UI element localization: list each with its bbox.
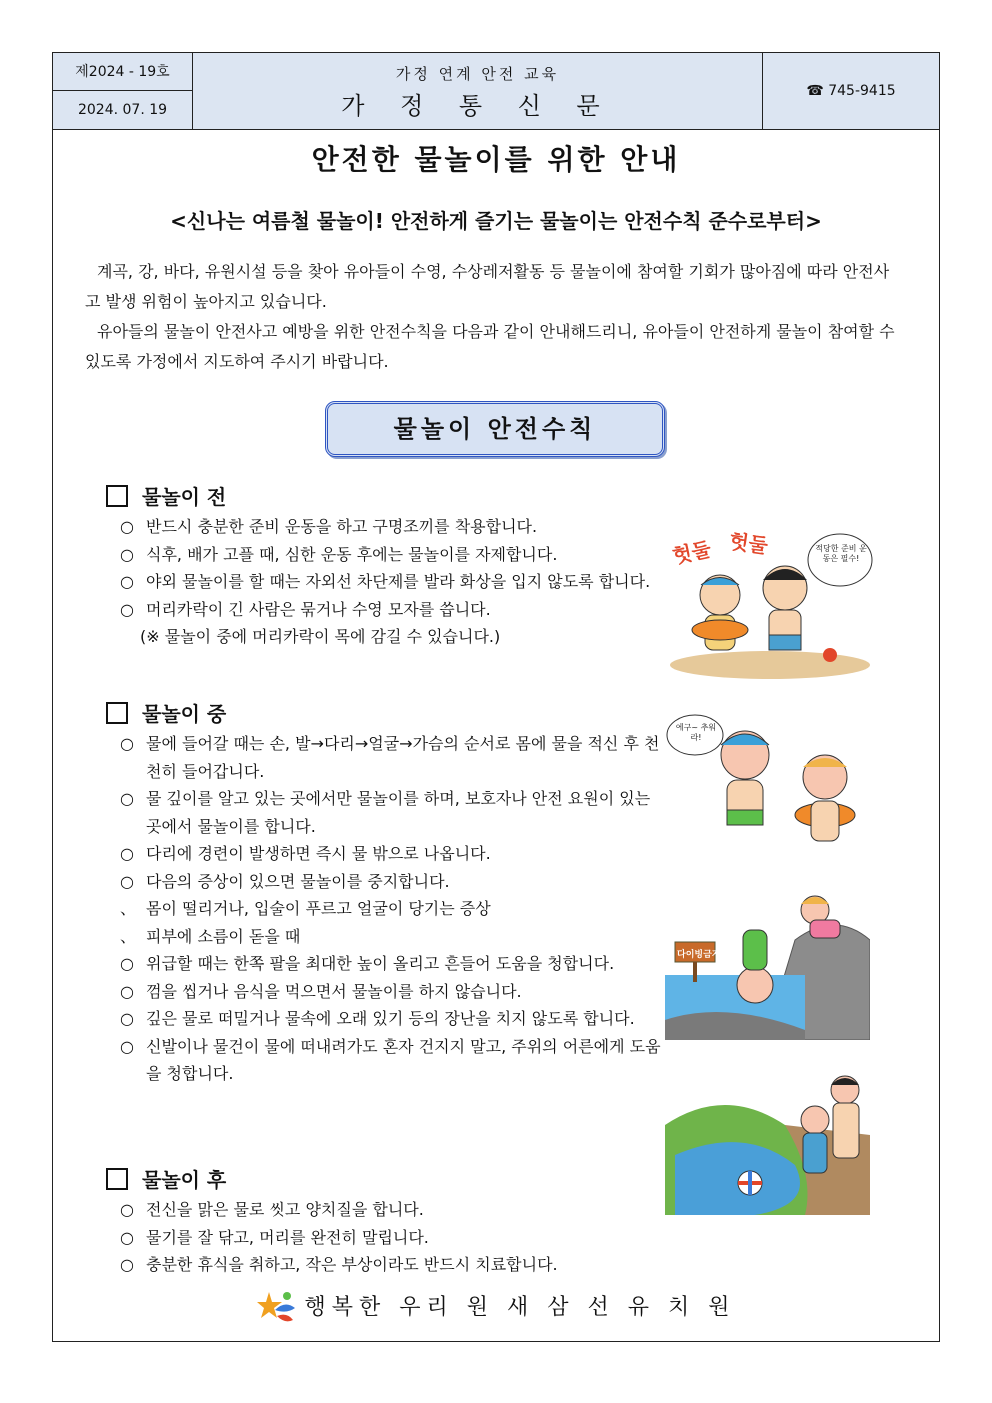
list-item bbox=[120, 950, 665, 978]
list-item-text: 머리카락이 긴 사람은 묶거나 수영 모자를 씁니다. bbox=[146, 599, 491, 619]
circle-bullet-icon: ○ bbox=[120, 844, 134, 863]
list-item bbox=[120, 730, 665, 785]
list-item-text: 야외 물놀이를 할 때는 자외선 차단제를 발라 화상을 입지 않도록 합니다. bbox=[146, 572, 651, 591]
newsletter-header bbox=[52, 52, 940, 130]
intro-paragraph: 계곡, 강, 바다, 유원시설 등을 찾아 유아들이 수영, 수상레저활동 등 물놀이에 참여할 기회가 많아짐에 따라 안전사고 발생 위험이 높아지고 있습니다. bbox=[85, 262, 890, 311]
list-item-text: 깊은 물로 떠밀거나 물속에 오래 있기 등의 장난을 치지 않도록 합니다. bbox=[146, 1009, 635, 1028]
illus-text: 헛둘 bbox=[670, 536, 714, 569]
section-heading-during bbox=[106, 698, 226, 727]
footer bbox=[52, 1290, 940, 1326]
circle-bullet-icon: ○ bbox=[120, 871, 134, 891]
header-title-cell bbox=[193, 53, 763, 129]
list-item bbox=[120, 1251, 700, 1279]
no-diving-sign-text: 다이빙금지 bbox=[677, 950, 721, 960]
issue-number: 제2024 - 19호 bbox=[53, 53, 193, 91]
circle-bullet-icon: ○ bbox=[120, 734, 134, 753]
list-item-text: 물 깊이를 알고 있는 곳에서만 물놀이를 하며, 보호자나 안전 요원이 있는 곳에서 물놀이를 합니다. bbox=[146, 789, 651, 836]
circle-bullet-icon: ○ bbox=[120, 544, 134, 564]
list-item bbox=[120, 568, 665, 596]
river-illustration bbox=[665, 1065, 870, 1215]
illus-bubble-text: 에구~ 추워라! bbox=[675, 723, 717, 742]
warmup-illustration bbox=[665, 520, 875, 680]
header-title: 가 정 통 신 문 bbox=[341, 92, 614, 120]
page-title: 안전한 물놀이를 위한 안내 bbox=[311, 143, 681, 176]
list-item bbox=[120, 978, 665, 1006]
symptom-item bbox=[120, 895, 665, 923]
circle-bullet-icon: ○ bbox=[120, 599, 134, 619]
circle-bullet-icon: ○ bbox=[120, 981, 134, 1001]
checkbox-square-icon bbox=[106, 702, 128, 724]
circle-bullet-icon: ○ bbox=[120, 1255, 134, 1274]
circle-bullet-icon: ○ bbox=[120, 1009, 134, 1028]
circle-bullet-icon: ○ bbox=[120, 572, 134, 591]
checkbox-square-icon bbox=[106, 485, 128, 507]
circle-bullet-icon: ○ bbox=[120, 954, 134, 973]
list-item bbox=[120, 840, 665, 868]
list-item-text: 껌을 씹거나 음식을 먹으면서 물놀이를 하지 않습니다. bbox=[146, 981, 522, 1001]
list-item-text: 위급할 때는 한쪽 팔을 최대한 높이 올리고 흔들어 도움을 청합니다. bbox=[146, 954, 615, 973]
illus-text: 헛둘 bbox=[727, 528, 770, 559]
list-item-text: 다리에 경련이 발생하면 즉시 물 밖으로 나옵니다. bbox=[146, 844, 491, 863]
list-item-text: 물기를 잘 닦고, 머리를 완전히 말립니다. bbox=[146, 1227, 429, 1247]
circle-bullet-icon: ○ bbox=[120, 1227, 134, 1247]
dot-bullet-icon: 、 bbox=[120, 899, 137, 918]
list-item bbox=[120, 1033, 665, 1088]
before-list bbox=[120, 513, 665, 651]
phone-number: ☎ 745-9415 bbox=[806, 83, 896, 99]
circle-bullet-icon: ○ bbox=[120, 517, 134, 536]
section-heading-before bbox=[106, 481, 226, 510]
section-heading-after bbox=[106, 1164, 226, 1193]
dot-bullet-icon: 、 bbox=[120, 926, 137, 946]
circle-bullet-icon: ○ bbox=[120, 1200, 134, 1219]
during-list bbox=[120, 730, 665, 1088]
list-item-text: 신발이나 물건이 물에 떠내려가도 혼자 건지지 말고, 주위의 어른에게 도움을 청합니다. bbox=[146, 1036, 661, 1083]
list-item bbox=[120, 513, 665, 541]
symptom-item bbox=[120, 923, 665, 951]
cold-water-illustration bbox=[665, 705, 870, 860]
circle-bullet-icon: ○ bbox=[120, 789, 134, 808]
list-item-text: 물에 들어갈 때는 손, 발→다리→얼굴→가슴의 순서로 몸에 물을 적신 후 천천히 들어갑니다. bbox=[146, 734, 660, 781]
list-item-text: 전신을 맑은 물로 씻고 양치질을 합니다. bbox=[146, 1200, 424, 1219]
intro-paragraph: 유아들의 물놀이 안전사고 예방을 위한 안전수칙을 다음과 같이 안내해드리니, 유아들이 안전하게 물놀이 참여할 수 있도록 가정에서 지도하여 주시기 바랍니다. bbox=[85, 322, 895, 371]
symptom-text: 몸이 떨리거나, 입술이 푸르고 얼굴이 당기는 증상 bbox=[146, 899, 491, 918]
diving-illustration bbox=[665, 880, 870, 1040]
kindergarten-logo-icon bbox=[257, 1290, 297, 1326]
checkbox-square-icon bbox=[106, 1168, 128, 1190]
list-item bbox=[120, 1196, 700, 1224]
page-subtitle: <신나는 여름철 물놀이! 안전하게 즐기는 물놀이는 안전수칙 준수로부터> bbox=[170, 209, 822, 233]
symptom-text: 피부에 소름이 돋을 때 bbox=[146, 926, 301, 946]
section-heading-label: 물놀이 전 bbox=[142, 485, 227, 509]
list-item-text: 다음의 증상이 있으면 물놀이를 중지합니다. bbox=[146, 871, 450, 891]
section-heading-label: 물놀이 후 bbox=[142, 1168, 227, 1192]
list-item bbox=[120, 1224, 700, 1252]
list-item-text: 충분한 휴식을 취하고, 작은 부상이라도 반드시 치료합니다. bbox=[146, 1255, 558, 1274]
list-note: (※ 물놀이 중에 머리카락이 목에 감길 수 있습니다.) bbox=[140, 627, 501, 646]
list-item bbox=[120, 785, 665, 840]
list-item bbox=[120, 868, 665, 896]
footer-text: 행복한 우리 원 새 삼 선 유 치 원 bbox=[304, 1295, 736, 1320]
section-heading-label: 물놀이 중 bbox=[142, 702, 227, 726]
intro-text bbox=[85, 257, 900, 377]
list-item bbox=[120, 541, 665, 569]
issue-date: 2024. 07. 19 bbox=[53, 91, 193, 129]
list-item-text: 식후, 배가 고플 때, 심한 운동 후에는 물놀이를 자제합니다. bbox=[146, 544, 558, 564]
rules-badge: 물놀이 안전수칙 bbox=[325, 401, 665, 457]
illus-bubble-text: 적당한 준비 운동은 필수! bbox=[815, 544, 867, 563]
list-item bbox=[120, 596, 665, 624]
list-item bbox=[120, 1005, 665, 1033]
after-list bbox=[120, 1196, 700, 1279]
circle-bullet-icon: ○ bbox=[120, 1036, 134, 1056]
list-item-text: 반드시 충분한 준비 운동을 하고 구명조끼를 착용합니다. bbox=[146, 517, 538, 536]
header-subtitle: 가정 연계 안전 교육 bbox=[395, 65, 560, 83]
